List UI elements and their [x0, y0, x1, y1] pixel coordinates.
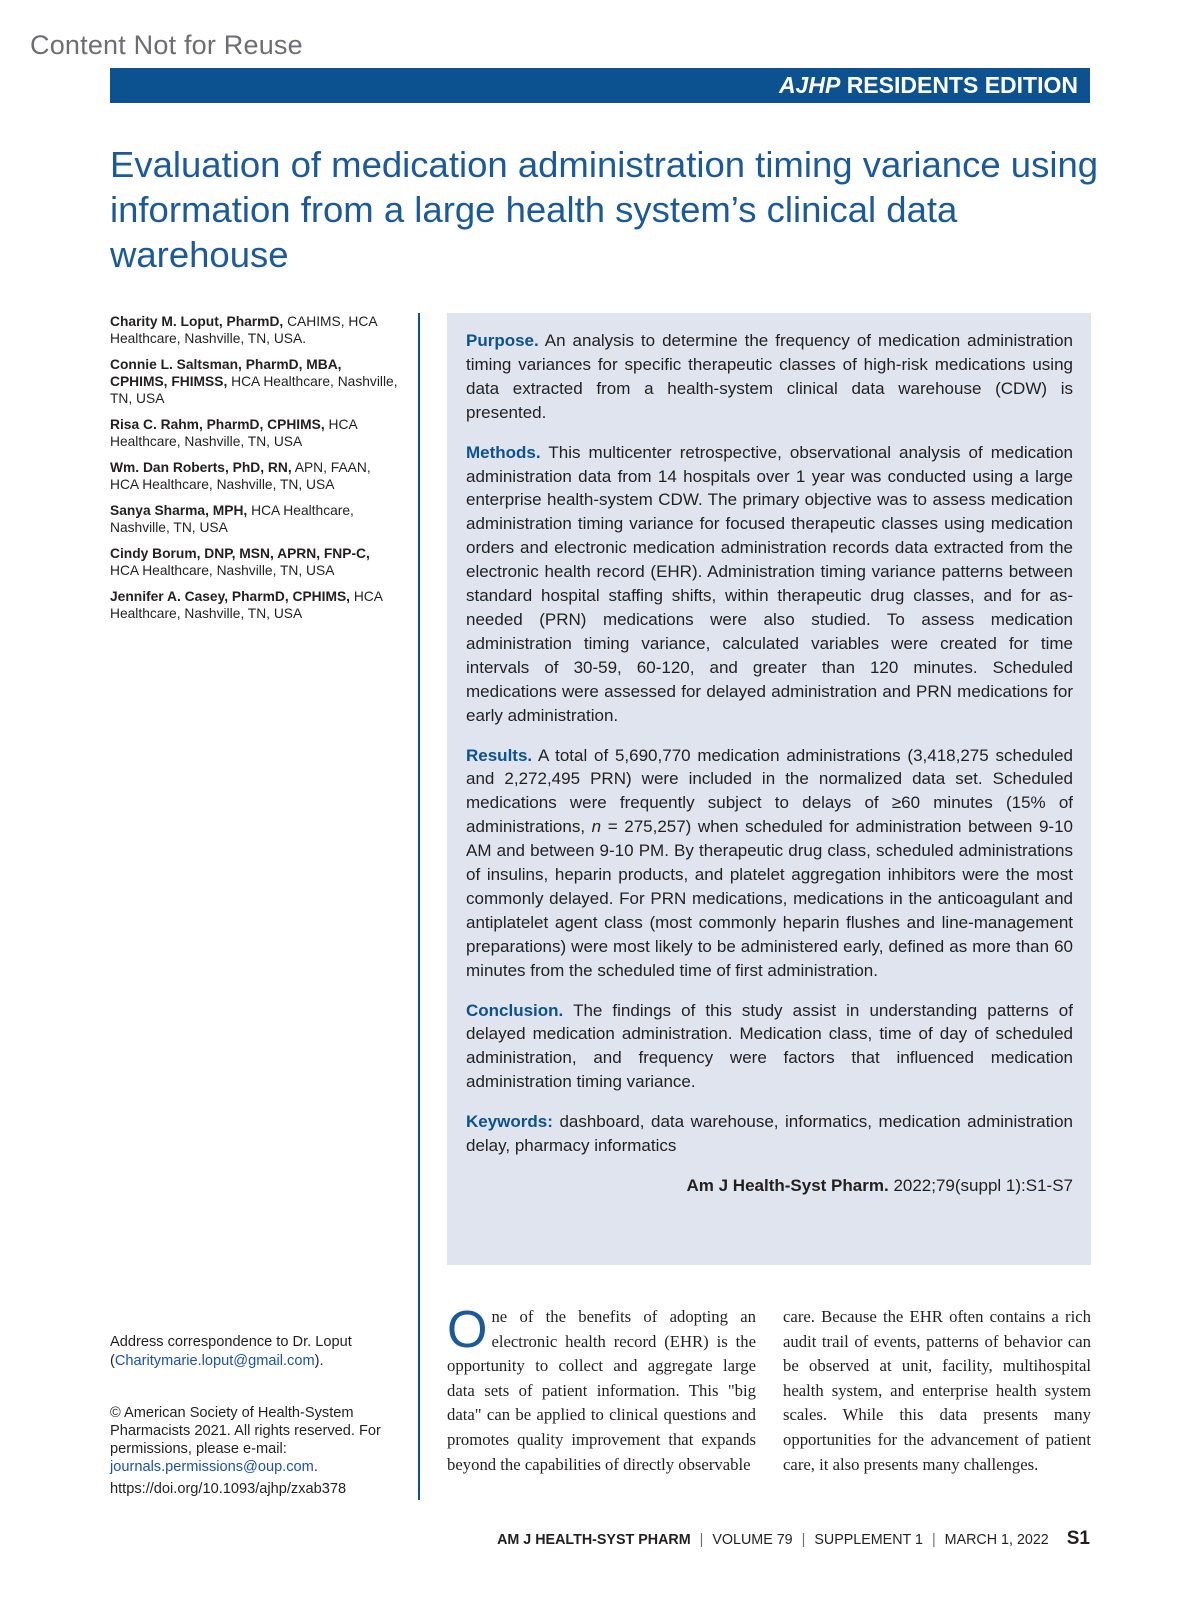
drop-cap: O	[447, 1301, 488, 1359]
correspondence-email-link[interactable]: Charitymarie.loput@gmail.com	[114, 1353, 315, 1369]
copyright-notice	[110, 1404, 410, 1476]
results-n-symbol: n	[591, 817, 602, 837]
correspondence-text: Address correspondence to Dr. Loput	[110, 1334, 352, 1350]
author-affiliation: APN, FAAN, HCA Healthcare, Nashville, TN, USA	[110, 460, 371, 492]
abstract-methods	[466, 441, 1073, 728]
methods-text: This multicenter retrospective, observational analysis of medication administration data from 14 hospitals over 1 year was conducted using a large enterprise health-system CDW. The primary objective was to assess medication administration timing variance for focused therapeutic classes using medication orders and electronic medication administration records data extracted from the electronic health record (EHR). Administration timing variance patterns between standard hospital staffing shifts, within therapeutic drug classes, and for as-needed (PRN) medications were also studied. To assess medication administration timing variance, calculated variables were created for time intervals of 30-59, 60-120, and greater than 120 minutes. Scheduled medications were assessed for delayed administration and PRN medications for early administration.	[466, 442, 1073, 725]
citation-ref: 2022;79(suppl 1):S1-S7	[893, 1176, 1073, 1195]
footer-separator: |	[801, 1532, 806, 1548]
author-affiliation: CAHIMS, HCA Healthcare, Nashville, TN, USA.	[110, 314, 377, 346]
watermark-text: Content Not for Reuse	[30, 30, 303, 60]
footer-separator: |	[931, 1532, 936, 1548]
author-entry	[110, 313, 400, 347]
abstract-box	[447, 313, 1091, 1265]
purpose-text: An analysis to determine the frequency of medication administration timing variances for specific therapeutic classes of high-risk medications using data extracted from a health-system clinical data warehouse (CDW) is presented.	[466, 331, 1073, 422]
author-name: Cindy Borum, DNP, MSN, APRN, FNP-C,	[110, 546, 370, 561]
author-name: Sanya Sharma, MPH,	[110, 503, 248, 518]
correspondence: Address correspondence to Dr. Loput (Charitymarie.loput@gmail.com).	[110, 1334, 352, 1369]
footer-supplement: SUPPLEMENT 1	[814, 1532, 923, 1548]
body-col1-text: ne of the benefits of adopting an electronic health record (EHR) is the opportunity to collect and aggregate large data sets of patient information. This "big data" can be applied to clinical questions and promotes quality improvement that expands beyond the capabilities of directly observable	[447, 1307, 756, 1474]
abstract-keywords	[466, 1110, 1073, 1158]
footer-volume: VOLUME 79	[712, 1532, 793, 1548]
keywords-label: Keywords:	[466, 1112, 553, 1132]
author-name: Charity M. Loput, PharmD,	[110, 314, 284, 329]
author-name: Jennifer A. Casey, PharmD, CPHIMS,	[110, 589, 350, 604]
abstract-purpose	[466, 329, 1073, 425]
body-column-1	[447, 1301, 756, 1477]
banner-section: RESIDENTS EDITION	[846, 72, 1078, 98]
methods-label: Methods.	[466, 442, 541, 462]
results-label: Results.	[466, 745, 533, 765]
conclusion-label: Conclusion.	[466, 1000, 564, 1020]
author-entry	[110, 588, 400, 622]
abstract-results	[466, 744, 1073, 983]
author-affiliation: HCA Healthcare, Nashville, TN, USA	[110, 417, 357, 449]
page-number: S1	[1066, 1528, 1090, 1549]
citation-journal: Am J Health-Syst Pharm.	[686, 1176, 889, 1195]
abstract-conclusion	[466, 999, 1073, 1095]
author-affiliation: HCA Healthcare, Nashville, TN, USA	[110, 503, 354, 535]
footer-journal: AM J HEALTH-SYST PHARM	[497, 1532, 691, 1548]
purpose-label: Purpose.	[466, 331, 539, 350]
author-affiliation: HCA Healthcare, Nashville, TN, USA	[110, 374, 398, 406]
author-entry	[110, 545, 400, 579]
results-text-a: A total of 5,690,770 medication administrations (3,418,275 scheduled and 2,272,495 PRN) were included in the normalized data set. Scheduled medications were frequently subject to delays of ≥60 minutes (15% of administrations,	[466, 745, 1073, 837]
author-name: Risa C. Rahm, PharmD, CPHIMS,	[110, 417, 325, 432]
section-banner	[110, 68, 1090, 103]
doi-link[interactable]: https://doi.org/10.1093/ajhp/zxab378	[110, 1481, 347, 1497]
footer-separator: |	[699, 1532, 704, 1548]
author-list	[110, 313, 400, 631]
footer-date: MARCH 1, 2022	[944, 1532, 1049, 1548]
page-footer	[497, 1528, 1090, 1550]
conclusion-text: The findings of this study assist in understanding patterns of delayed medication administration. Medication class, time of day of scheduled administration, and frequency were factors that influenced medication administration timing variance.	[466, 1000, 1073, 1092]
author-affiliation: HCA Healthcare, Nashville, TN, USA	[110, 563, 335, 578]
body-col2-text: care. Because the EHR often contains a rich audit trail of events, patterns of behavior can be observed at unit, facility, multihospital health system, and enterprise health system scales. While this data presents many opportunities for the advancement of patient care, it also presents many challenges.	[783, 1307, 1091, 1474]
body-column-2	[783, 1305, 1091, 1477]
copyright-end: .	[313, 1459, 318, 1475]
author-entry	[110, 416, 400, 450]
author-name: Wm. Dan Roberts, PhD, RN,	[110, 460, 292, 475]
author-entry	[110, 502, 400, 536]
results-text-b: = 275,257) when scheduled for administration between 9-10 AM and between 9-10 PM. By therapeutic drug class, scheduled administrations of insulins, heparin products, and platelet aggregation inhibitors were the most commonly delayed. For PRN medications, medications in the anticoagulant and antiplatelet agent class (most commonly heparin flushes and line-management preparations) were most likely to be administered early, defined as more than 60 minutes from the scheduled time of first administration.	[466, 817, 1073, 980]
column-divider	[418, 313, 420, 1500]
author-name: Connie L. Saltsman, PharmD, MBA, CPHIMS, FHIMSS,	[110, 357, 342, 389]
citation	[466, 1174, 1073, 1198]
permissions-email-link[interactable]: journals.permissions@oup.com	[110, 1459, 314, 1475]
banner-text	[779, 72, 1078, 99]
banner-journal: AJHP	[778, 72, 841, 98]
author-entry	[110, 459, 400, 493]
copyright-text: © American Society of Health-System Pharmacists 2021. All rights reserved. For permissions, please e-mail:	[110, 1405, 381, 1457]
keywords-text: dashboard, data warehouse, informatics, medication administration delay, pharmacy informatics	[466, 1112, 1073, 1156]
author-entry	[110, 356, 400, 407]
author-affiliation: HCA Healthcare, Nashville, TN, USA	[110, 589, 383, 621]
article-title: Evaluation of medication administration timing variance using information from a large health system’s clinical data warehouse	[110, 144, 1099, 275]
